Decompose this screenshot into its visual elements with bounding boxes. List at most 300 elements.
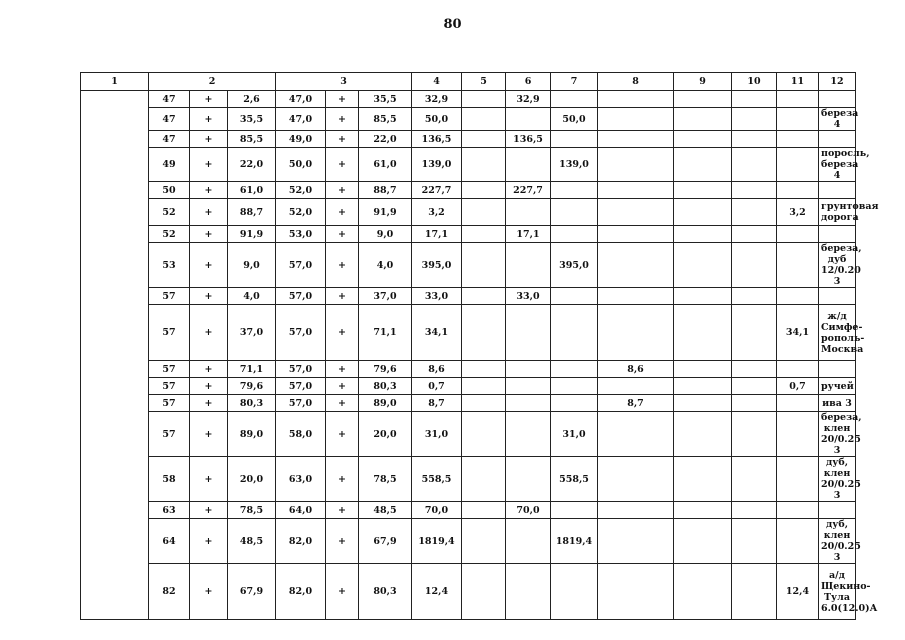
col-8-cell [598, 519, 674, 564]
from-plus-cell: + [190, 305, 228, 361]
to-station-cell: 57,0 [276, 305, 326, 361]
col-7-cell [551, 288, 598, 305]
note-cell [819, 361, 856, 378]
col-5-cell [462, 226, 506, 243]
note-cell: ива 3 [819, 395, 856, 412]
table-body [81, 91, 879, 620]
to-station-cell: 52,0 [276, 199, 326, 226]
to-offset-cell: 89,0 [359, 395, 412, 412]
page-number: 80 [443, 17, 462, 32]
to-plus-cell: + [326, 182, 359, 199]
length-cell: 31,0 [412, 412, 462, 457]
header-row [81, 73, 856, 91]
col-5-cell [462, 182, 506, 199]
col-5-cell [462, 243, 506, 288]
to-offset-cell: 37,0 [359, 288, 412, 305]
from-station-cell: 52 [149, 199, 190, 226]
col-8-cell [598, 226, 674, 243]
to-plus-cell: + [326, 361, 359, 378]
length-cell: 227,7 [412, 182, 462, 199]
col-8-cell [598, 502, 674, 519]
note-cell: поросль, береза 4 [819, 148, 856, 182]
col-5-cell [462, 361, 506, 378]
table-row [81, 395, 856, 412]
length-cell: 33,0 [412, 288, 462, 305]
column-header-7: 7 [551, 73, 598, 91]
col-10-cell [732, 226, 777, 243]
col-11-cell [777, 131, 819, 148]
col-7-cell [551, 305, 598, 361]
col-11-cell: 34,1 [777, 305, 819, 361]
col-11-cell [777, 519, 819, 564]
to-offset-cell: 35,5 [359, 91, 412, 108]
length-cell: 395,0 [412, 243, 462, 288]
col-6-cell [506, 412, 551, 457]
to-plus-cell: + [326, 243, 359, 288]
col-6-cell: 17,1 [506, 226, 551, 243]
from-offset-cell: 22,0 [228, 148, 276, 182]
col-5-cell [462, 148, 506, 182]
to-station-cell: 50,0 [276, 148, 326, 182]
col-9-cell [674, 182, 732, 199]
col-8-cell [598, 148, 674, 182]
col-11-cell: 3,2 [777, 199, 819, 226]
col-6-cell [506, 519, 551, 564]
table-row [81, 412, 856, 457]
col-8-cell [598, 108, 674, 131]
col-6-cell [506, 199, 551, 226]
from-plus-cell: + [190, 91, 228, 108]
col-11-cell: 0,7 [777, 378, 819, 395]
col-8-cell [598, 199, 674, 226]
col-11-cell [777, 361, 819, 378]
length-cell: 3,2 [412, 199, 462, 226]
from-station-cell: 58 [149, 457, 190, 502]
column-header-2: 2 [149, 73, 276, 91]
col-5-cell [462, 378, 506, 395]
col-10-cell [732, 502, 777, 519]
col-11-cell: 12,4 [777, 564, 819, 620]
col-8-cell [598, 457, 674, 502]
from-plus-cell: + [190, 378, 228, 395]
from-plus-cell: + [190, 564, 228, 620]
from-station-cell: 57 [149, 395, 190, 412]
column-header-11: 11 [777, 73, 819, 91]
col-9-cell [674, 226, 732, 243]
from-station-cell: 57 [149, 412, 190, 457]
to-station-cell: 47,0 [276, 108, 326, 131]
col-11-cell [777, 226, 819, 243]
column-header-10: 10 [732, 73, 777, 91]
survey-table [80, 72, 879, 620]
col-10-cell [732, 182, 777, 199]
table-row [81, 91, 856, 108]
table-row [81, 457, 856, 502]
from-station-cell: 64 [149, 519, 190, 564]
to-station-cell: 57,0 [276, 361, 326, 378]
col-6-cell: 32,9 [506, 91, 551, 108]
col-8-cell [598, 243, 674, 288]
col-10-cell [732, 412, 777, 457]
from-plus-cell: + [190, 288, 228, 305]
col-10-cell [732, 564, 777, 620]
length-cell: 70,0 [412, 502, 462, 519]
col-8-cell [598, 91, 674, 108]
from-offset-cell: 71,1 [228, 361, 276, 378]
to-station-cell: 47,0 [276, 91, 326, 108]
col-8-cell [598, 182, 674, 199]
to-plus-cell: + [326, 502, 359, 519]
col-10-cell [732, 395, 777, 412]
length-cell: 12,4 [412, 564, 462, 620]
col-9-cell [674, 288, 732, 305]
col-9-cell [674, 108, 732, 131]
to-offset-cell: 61,0 [359, 148, 412, 182]
col-7-cell [551, 182, 598, 199]
from-plus-cell: + [190, 199, 228, 226]
col-6-cell [506, 361, 551, 378]
from-station-cell: 57 [149, 361, 190, 378]
from-station-cell: 57 [149, 305, 190, 361]
from-station-cell: 57 [149, 378, 190, 395]
from-station-cell: 57 [149, 288, 190, 305]
col-5-cell [462, 305, 506, 361]
col-5-cell [462, 131, 506, 148]
to-station-cell: 49,0 [276, 131, 326, 148]
to-plus-cell: + [326, 148, 359, 182]
col-7-cell [551, 502, 598, 519]
col-5-cell [462, 519, 506, 564]
col-10-cell [732, 108, 777, 131]
from-plus-cell: + [190, 148, 228, 182]
to-plus-cell: + [326, 457, 359, 502]
table-row [81, 305, 856, 361]
col-6-cell: 227,7 [506, 182, 551, 199]
col-8-cell: 8,7 [598, 395, 674, 412]
from-offset-cell: 2,6 [228, 91, 276, 108]
table-row [81, 226, 856, 243]
to-station-cell: 58,0 [276, 412, 326, 457]
from-station-cell: 50 [149, 182, 190, 199]
from-station-cell: 49 [149, 148, 190, 182]
col-7-cell: 50,0 [551, 108, 598, 131]
to-offset-cell: 78,5 [359, 457, 412, 502]
to-station-cell: 64,0 [276, 502, 326, 519]
note-cell [819, 91, 856, 108]
length-cell: 8,6 [412, 361, 462, 378]
col-8-cell [598, 412, 674, 457]
col-8-cell: 8,6 [598, 361, 674, 378]
length-cell: 1819,4 [412, 519, 462, 564]
col-5-cell [462, 395, 506, 412]
from-plus-cell: + [190, 226, 228, 243]
table-row [81, 243, 856, 288]
to-offset-cell: 79,6 [359, 361, 412, 378]
table-row [81, 378, 856, 395]
table-row [81, 131, 856, 148]
from-plus-cell: + [190, 395, 228, 412]
to-station-cell: 82,0 [276, 519, 326, 564]
col-7-cell [551, 131, 598, 148]
col-9-cell [674, 361, 732, 378]
from-offset-cell: 79,6 [228, 378, 276, 395]
from-station-cell: 47 [149, 131, 190, 148]
column-header-6: 6 [506, 73, 551, 91]
to-plus-cell: + [326, 108, 359, 131]
col-5-cell [462, 502, 506, 519]
table-row [81, 519, 856, 564]
col-6-cell: 33,0 [506, 288, 551, 305]
col-9-cell [674, 564, 732, 620]
col-10-cell [732, 305, 777, 361]
col-6-cell: 70,0 [506, 502, 551, 519]
to-station-cell: 52,0 [276, 182, 326, 199]
col-7-cell: 558,5 [551, 457, 598, 502]
col-10-cell [732, 91, 777, 108]
col-9-cell [674, 91, 732, 108]
length-cell: 32,9 [412, 91, 462, 108]
col-9-cell [674, 395, 732, 412]
col-7-cell [551, 91, 598, 108]
note-cell: грунтовая дорога [819, 199, 856, 226]
note-cell: а/д Щекино- Тула 6.0(12.0)А [819, 564, 856, 620]
col-5-cell [462, 91, 506, 108]
from-plus-cell: + [190, 108, 228, 131]
from-station-cell: 53 [149, 243, 190, 288]
from-offset-cell: 61,0 [228, 182, 276, 199]
col-8-cell [598, 288, 674, 305]
col-8-cell [598, 378, 674, 395]
note-cell: дуб, клен 20/0.25 3 [819, 519, 856, 564]
from-offset-cell: 4,0 [228, 288, 276, 305]
col-10-cell [732, 131, 777, 148]
col-6-cell [506, 395, 551, 412]
col-6-cell [506, 378, 551, 395]
col-9-cell [674, 305, 732, 361]
to-offset-cell: 80,3 [359, 378, 412, 395]
col-5-cell [462, 457, 506, 502]
note-cell [819, 226, 856, 243]
to-offset-cell: 91,9 [359, 199, 412, 226]
col-6-cell [506, 564, 551, 620]
from-offset-cell: 37,0 [228, 305, 276, 361]
col-6-cell [506, 108, 551, 131]
to-offset-cell: 9,0 [359, 226, 412, 243]
col-10-cell [732, 288, 777, 305]
length-cell: 50,0 [412, 108, 462, 131]
to-offset-cell: 20,0 [359, 412, 412, 457]
col-9-cell [674, 502, 732, 519]
note-cell: береза, клен 20/0.25 3 [819, 412, 856, 457]
note-cell: ж/д Симфе- рополь- Москва [819, 305, 856, 361]
column-1-cell [81, 91, 149, 620]
from-offset-cell: 67,9 [228, 564, 276, 620]
column-header-8: 8 [598, 73, 674, 91]
column-header-1: 1 [81, 73, 149, 91]
to-plus-cell: + [326, 395, 359, 412]
from-offset-cell: 88,7 [228, 199, 276, 226]
note-cell [819, 131, 856, 148]
to-offset-cell: 48,5 [359, 502, 412, 519]
col-7-cell [551, 564, 598, 620]
length-cell: 17,1 [412, 226, 462, 243]
to-plus-cell: + [326, 288, 359, 305]
col-11-cell [777, 148, 819, 182]
to-plus-cell: + [326, 412, 359, 457]
col-6-cell [506, 457, 551, 502]
column-header-9: 9 [674, 73, 732, 91]
to-offset-cell: 88,7 [359, 182, 412, 199]
table-row [81, 564, 856, 620]
table-row [81, 182, 856, 199]
from-plus-cell: + [190, 243, 228, 288]
col-11-cell [777, 91, 819, 108]
column-header-4: 4 [412, 73, 462, 91]
to-station-cell: 63,0 [276, 457, 326, 502]
from-station-cell: 52 [149, 226, 190, 243]
to-plus-cell: + [326, 378, 359, 395]
table-row [81, 288, 856, 305]
from-plus-cell: + [190, 361, 228, 378]
to-station-cell: 53,0 [276, 226, 326, 243]
col-11-cell [777, 288, 819, 305]
table-row [81, 199, 856, 226]
note-cell: береза, дуб 12/0.20 3 [819, 243, 856, 288]
col-9-cell [674, 131, 732, 148]
col-11-cell [777, 108, 819, 131]
col-8-cell [598, 564, 674, 620]
col-10-cell [732, 361, 777, 378]
col-7-cell [551, 226, 598, 243]
col-7-cell: 139,0 [551, 148, 598, 182]
from-offset-cell: 9,0 [228, 243, 276, 288]
note-cell [819, 502, 856, 519]
from-plus-cell: + [190, 502, 228, 519]
col-9-cell [674, 243, 732, 288]
from-plus-cell: + [190, 519, 228, 564]
col-11-cell [777, 243, 819, 288]
from-offset-cell: 20,0 [228, 457, 276, 502]
column-header-5: 5 [462, 73, 506, 91]
note-cell [819, 182, 856, 199]
col-9-cell [674, 378, 732, 395]
from-plus-cell: + [190, 182, 228, 199]
to-station-cell: 57,0 [276, 288, 326, 305]
col-7-cell: 395,0 [551, 243, 598, 288]
col-10-cell [732, 199, 777, 226]
col-11-cell [777, 182, 819, 199]
from-offset-cell: 85,5 [228, 131, 276, 148]
col-7-cell [551, 361, 598, 378]
col-11-cell [777, 412, 819, 457]
col-8-cell [598, 305, 674, 361]
col-6-cell [506, 243, 551, 288]
to-plus-cell: + [326, 564, 359, 620]
col-11-cell [777, 395, 819, 412]
col-7-cell [551, 378, 598, 395]
col-9-cell [674, 519, 732, 564]
col-7-cell: 31,0 [551, 412, 598, 457]
to-station-cell: 57,0 [276, 378, 326, 395]
from-station-cell: 63 [149, 502, 190, 519]
from-offset-cell: 78,5 [228, 502, 276, 519]
length-cell: 8,7 [412, 395, 462, 412]
from-plus-cell: + [190, 131, 228, 148]
col-5-cell [462, 564, 506, 620]
col-9-cell [674, 199, 732, 226]
from-offset-cell: 48,5 [228, 519, 276, 564]
to-offset-cell: 4,0 [359, 243, 412, 288]
from-station-cell: 47 [149, 91, 190, 108]
from-station-cell: 47 [149, 108, 190, 131]
to-offset-cell: 67,9 [359, 519, 412, 564]
note-cell: береза 4 [819, 108, 856, 131]
to-station-cell: 82,0 [276, 564, 326, 620]
table-row [81, 108, 856, 131]
column-header-3: 3 [276, 73, 412, 91]
col-5-cell [462, 199, 506, 226]
col-9-cell [674, 148, 732, 182]
length-cell: 139,0 [412, 148, 462, 182]
note-cell: ручей [819, 378, 856, 395]
col-10-cell [732, 148, 777, 182]
col-5-cell [462, 412, 506, 457]
note-cell [819, 288, 856, 305]
to-offset-cell: 22,0 [359, 131, 412, 148]
from-offset-cell: 89,0 [228, 412, 276, 457]
to-plus-cell: + [326, 226, 359, 243]
col-7-cell [551, 395, 598, 412]
col-5-cell [462, 108, 506, 131]
col-7-cell [551, 199, 598, 226]
col-10-cell [732, 243, 777, 288]
col-6-cell [506, 305, 551, 361]
col-6-cell [506, 148, 551, 182]
note-cell: дуб, клен 20/0.25 3 [819, 457, 856, 502]
col-9-cell [674, 412, 732, 457]
table-row [81, 148, 856, 182]
col-10-cell [732, 457, 777, 502]
column-header-12: 12 [819, 73, 856, 91]
from-plus-cell: + [190, 457, 228, 502]
from-offset-cell: 35,5 [228, 108, 276, 131]
col-10-cell [732, 378, 777, 395]
to-offset-cell: 71,1 [359, 305, 412, 361]
col-9-cell [674, 457, 732, 502]
length-cell: 34,1 [412, 305, 462, 361]
to-plus-cell: + [326, 199, 359, 226]
from-station-cell: 82 [149, 564, 190, 620]
to-plus-cell: + [326, 131, 359, 148]
col-11-cell [777, 502, 819, 519]
col-6-cell: 136,5 [506, 131, 551, 148]
to-plus-cell: + [326, 91, 359, 108]
col-5-cell [462, 288, 506, 305]
col-7-cell: 1819,4 [551, 519, 598, 564]
from-offset-cell: 80,3 [228, 395, 276, 412]
length-cell: 558,5 [412, 457, 462, 502]
table-row [81, 361, 856, 378]
length-cell: 0,7 [412, 378, 462, 395]
table-header [81, 73, 856, 91]
length-cell: 136,5 [412, 131, 462, 148]
to-offset-cell: 80,3 [359, 564, 412, 620]
col-8-cell [598, 131, 674, 148]
to-plus-cell: + [326, 519, 359, 564]
col-10-cell [732, 519, 777, 564]
from-offset-cell: 91,9 [228, 226, 276, 243]
to-plus-cell: + [326, 305, 359, 361]
